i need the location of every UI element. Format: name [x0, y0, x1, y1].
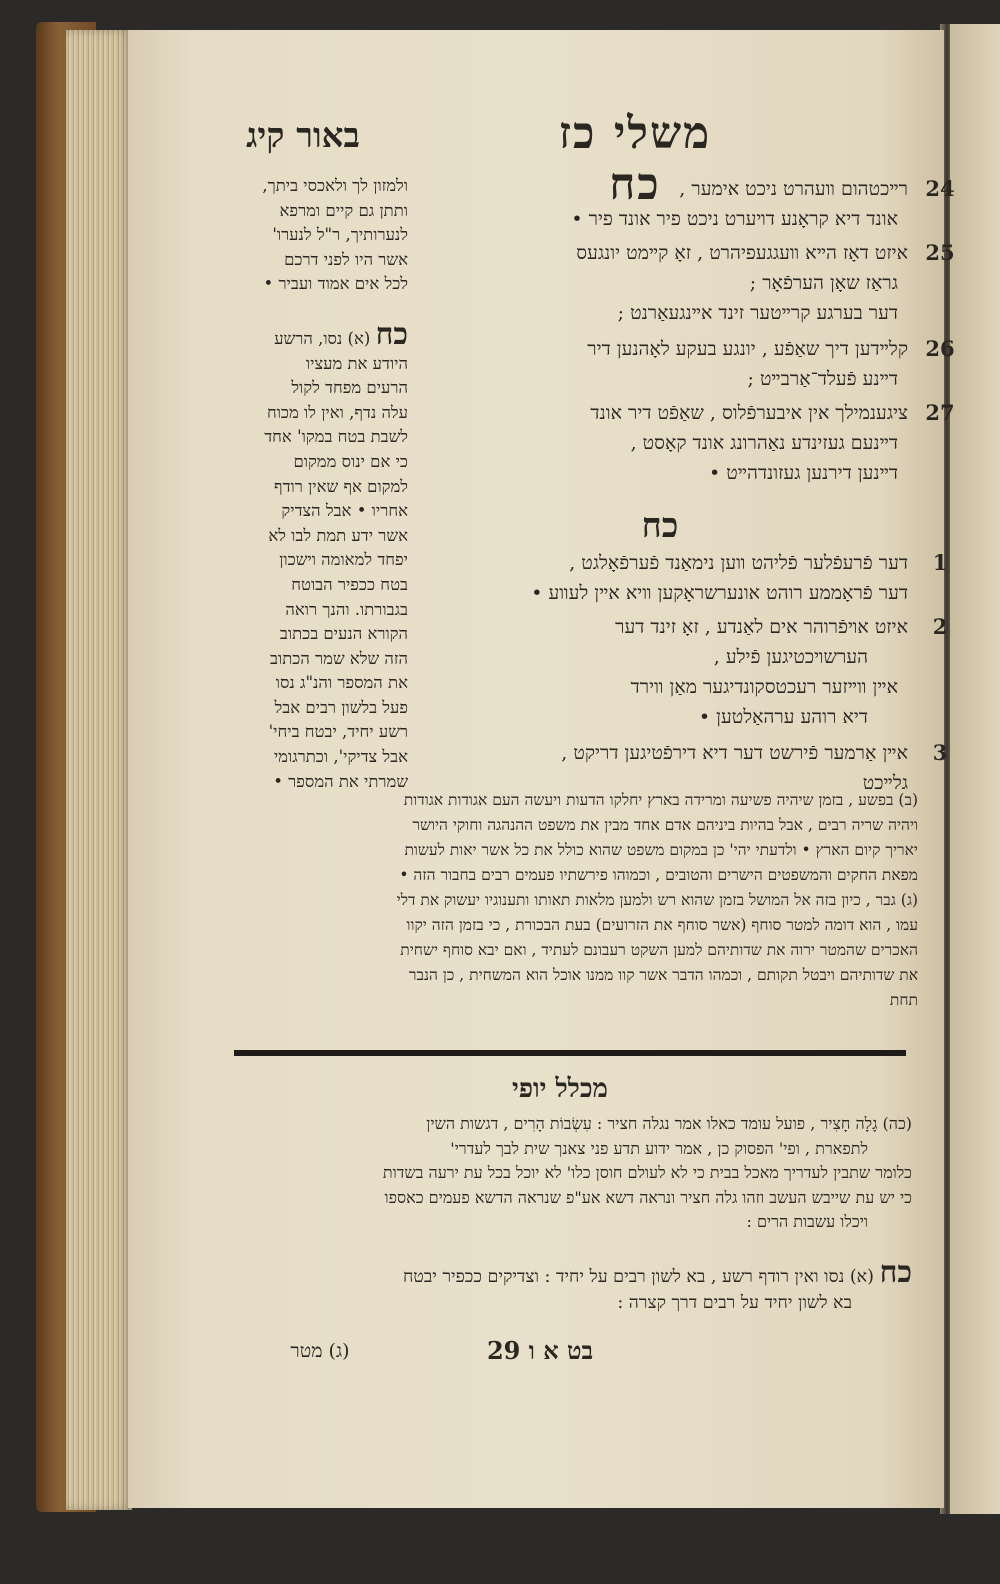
- verse-number: 2: [932, 614, 948, 639]
- note-text: (א) נסו ואין רודף רשע , בא לשון רבים על יחיד : וצדיקים ככפיר יבטח: [402, 1267, 874, 1287]
- side-line: למקום אף שאין רודף: [274, 476, 408, 496]
- note-line: (כה) גָלָה חָצִיר , פועל עומד כאלו אמר נגלה חציר : עִשְׂבוֹת הָרִים , דגשות השין: [426, 1114, 912, 1133]
- commentary-line: (ג) גבר , כיון בזה אל המושל בזמן שהוא רש ולמען מלאות תאותו ותענוגיו יעשוק את דלי: [396, 891, 918, 909]
- side-chapter-line: [222, 316, 408, 352]
- commentary-title: באור קיג: [246, 116, 360, 156]
- verse-27: [432, 398, 955, 488]
- verse-24: [432, 174, 955, 234]
- note-line: ויכלו עשבות הרים :: [746, 1212, 868, 1231]
- side-line: שמרתי את המספר •: [273, 771, 408, 791]
- verse-line: איזט דאָז הײא װעגגעפיהרט , זאָ קײמט יונגעס: [576, 242, 908, 264]
- side-line: לכל אים אמוד ועביר •: [263, 274, 408, 294]
- verse-1: [432, 548, 948, 608]
- side-chapter-mark: כח: [375, 316, 408, 352]
- verse-line: אײן װײזער רעכטסקונדיגער מאַן װירד: [630, 676, 898, 698]
- verse-line: דער פֿראָממע רוהט אונערשראָקען װיא אײן לעװע •: [531, 582, 908, 604]
- side-line: כי אם ינוס ממקום: [293, 451, 408, 471]
- commentary-line: האכרים שהמטר ירוה את שדותיהם למען השקט רעבונם לעתיד , ואם יבא סוחף ישחית: [400, 941, 918, 959]
- verse-line: ציגענמילך אין איבערפֿלוס , שאַפֿט דיר אונד: [590, 402, 908, 424]
- side-line: אשר היו לפני דרכם: [284, 249, 408, 269]
- commentary-line: ויהיה שריה רבים , אבל בהיות ביניהם אדם אחד מבין את משפט ההנהגה וחוקי היושר: [412, 816, 918, 834]
- page-title: משלי כז כח: [558, 108, 712, 210]
- side-line: עלה נדף, ואין לו מכוח: [266, 402, 408, 422]
- section-title: מכלל יופי: [512, 1074, 608, 1104]
- commentary-line: עמו , הוא דומה למטר סוחף (אשר סוחף את הזרועים) בעת הבכורת , כי בזמן הזה יקוו: [406, 916, 918, 934]
- section-divider: [234, 1050, 906, 1056]
- note-chapter-mark: כח: [879, 1255, 912, 1290]
- verse-number: 25: [925, 240, 955, 265]
- catchword: (ג) מטר: [290, 1340, 350, 1362]
- side-line: הרעים מפחד לקול: [291, 378, 408, 398]
- verse-number: 3: [932, 740, 948, 765]
- side-line: ולמזון לך ולאכסי ביתך,: [262, 176, 408, 195]
- commentary-line: תחת: [889, 991, 918, 1009]
- verse-line: גראַז שאָן הערפֿאָר ;: [749, 272, 898, 294]
- commentary-line: (ב) בפשע , בזמן שיהיה פשיעה ומרידה בארץ יחלקו הדעות ויעשה העם אגודות אגודות: [403, 791, 918, 809]
- verse-number: 26: [925, 336, 955, 361]
- side-line: הקורא הנעים בכתוב: [279, 624, 408, 644]
- verse-number: 27: [925, 400, 955, 425]
- verse-line: דײנע פֿעלד־אַרבײט ;: [747, 368, 898, 390]
- side-line: פעל בלשון רבים אבל: [274, 697, 408, 717]
- verse-line: קלײדען דיך שאַפֿע , יונגע בעקע לאָהנען דיר: [587, 338, 908, 360]
- commentary-line: יאריך קיום הארץ • ולדעתי יהי' כן במקום משפט שהוא כולל את כל אשר יאות לעשות: [404, 841, 918, 859]
- side-line: הזה שלא שמר הכתוב: [270, 648, 408, 668]
- side-line: רשע יחיד, יבטח ביחי': [268, 722, 408, 742]
- bottom-notes-chapter: [226, 1255, 912, 1316]
- commentary-line: את שדותיהם ויבטל תקותם , וכמהו הדבר אשר קוו ממנו אוכל הוא המשחית , כן הנבר: [408, 966, 918, 984]
- side-line: (א) נסו, הרשע: [274, 328, 371, 348]
- verse-line: אײן אַרמער פֿירשט דער דיא דירפֿטיגען דריקט ,: [561, 742, 908, 764]
- verse-line: איזט אױפֿרוהר אים לאַנדע , זאָ זינד דער: [615, 616, 908, 638]
- side-line: אשר ידע תמת לבו לא: [268, 525, 408, 545]
- verse-line: רײכטהום װעהרט ניכט אימער ,: [679, 178, 908, 200]
- side-line: בטח ככפיר הבוטח: [291, 574, 408, 594]
- side-line: בגבורתו. והנך רואה: [285, 599, 408, 619]
- side-line: לשבת בטח במקו' אחד: [264, 427, 408, 447]
- side-line: לנערותיך, ר"ל לנערו': [272, 225, 408, 245]
- verse-line: דיא רוהע ערהאַלטען •: [698, 706, 868, 728]
- commentary: [222, 788, 918, 1013]
- page-edges: [66, 30, 132, 1510]
- side-line: יפחד למאומה וישכון: [279, 550, 408, 570]
- verse-number: 1: [932, 550, 948, 575]
- bottom-notes: [226, 1112, 912, 1235]
- verse-line: הערשױכטיגען פֿילע ,: [713, 646, 868, 668]
- chapter-heading: כח: [641, 506, 679, 546]
- note-line: [226, 1255, 912, 1290]
- verse-25: [432, 238, 955, 328]
- side-line: ותתן גם קיים ומרפא: [279, 200, 408, 220]
- verse-line: גלײכט: [862, 772, 908, 794]
- note-line: כי יש עת שייבש העשב וזהו גלה חציר ונראה דשא אע"פ שנראה הדשא פעמים כאספו: [384, 1187, 912, 1207]
- verse-line: דער פֿרעפֿלער פֿליהט װען נימאַנד פֿערפֿאָלגט ,: [569, 552, 908, 574]
- verse-2: [432, 612, 948, 732]
- note-line: בא לשון יחיד על רבים דרך קצרה :: [617, 1293, 852, 1313]
- verse-line: דײנען דירנען געזונדהײט •: [709, 462, 898, 484]
- side-line: את המספר והנ"ג נסו: [275, 673, 408, 693]
- verse-line: דײנעם געזינדע נאַהרונג אונד קאָסט ,: [630, 432, 898, 454]
- verse-26: [432, 334, 955, 394]
- side-line: אבל צדיקי', וכתרגומי: [273, 747, 408, 767]
- side-commentary: [222, 174, 408, 794]
- signature-mark: בט א ו 29: [486, 1336, 594, 1365]
- note-line: כלומר שתבין לעדריך מאכל בבית כי לא לעולם חוסן כלו' לא יוכל בכל עת ירעה בשדות: [382, 1163, 912, 1182]
- verse-number: 24: [925, 176, 955, 201]
- side-line: אחריו • אבל הצדיק: [281, 501, 408, 521]
- commentary-line: מפאת החקים והמשפטים הישרים והטובים , וכמוהו פירשתיו פעמים רבים בחבור הזה •: [399, 866, 918, 884]
- verse-line: דער בערגע קרײטער זינד אײנגעאַרנט ;: [617, 302, 898, 324]
- verse-line: אונד דיא קראָנע דױערט ניכט פיר אונד פיר •: [571, 208, 898, 230]
- note-line: לתפארת , ופי' הפסוק כן , אמר ידוע תדע פני צאנך שית לבך לעדרי': [450, 1138, 868, 1158]
- side-line: היודע את מעציו: [305, 353, 408, 373]
